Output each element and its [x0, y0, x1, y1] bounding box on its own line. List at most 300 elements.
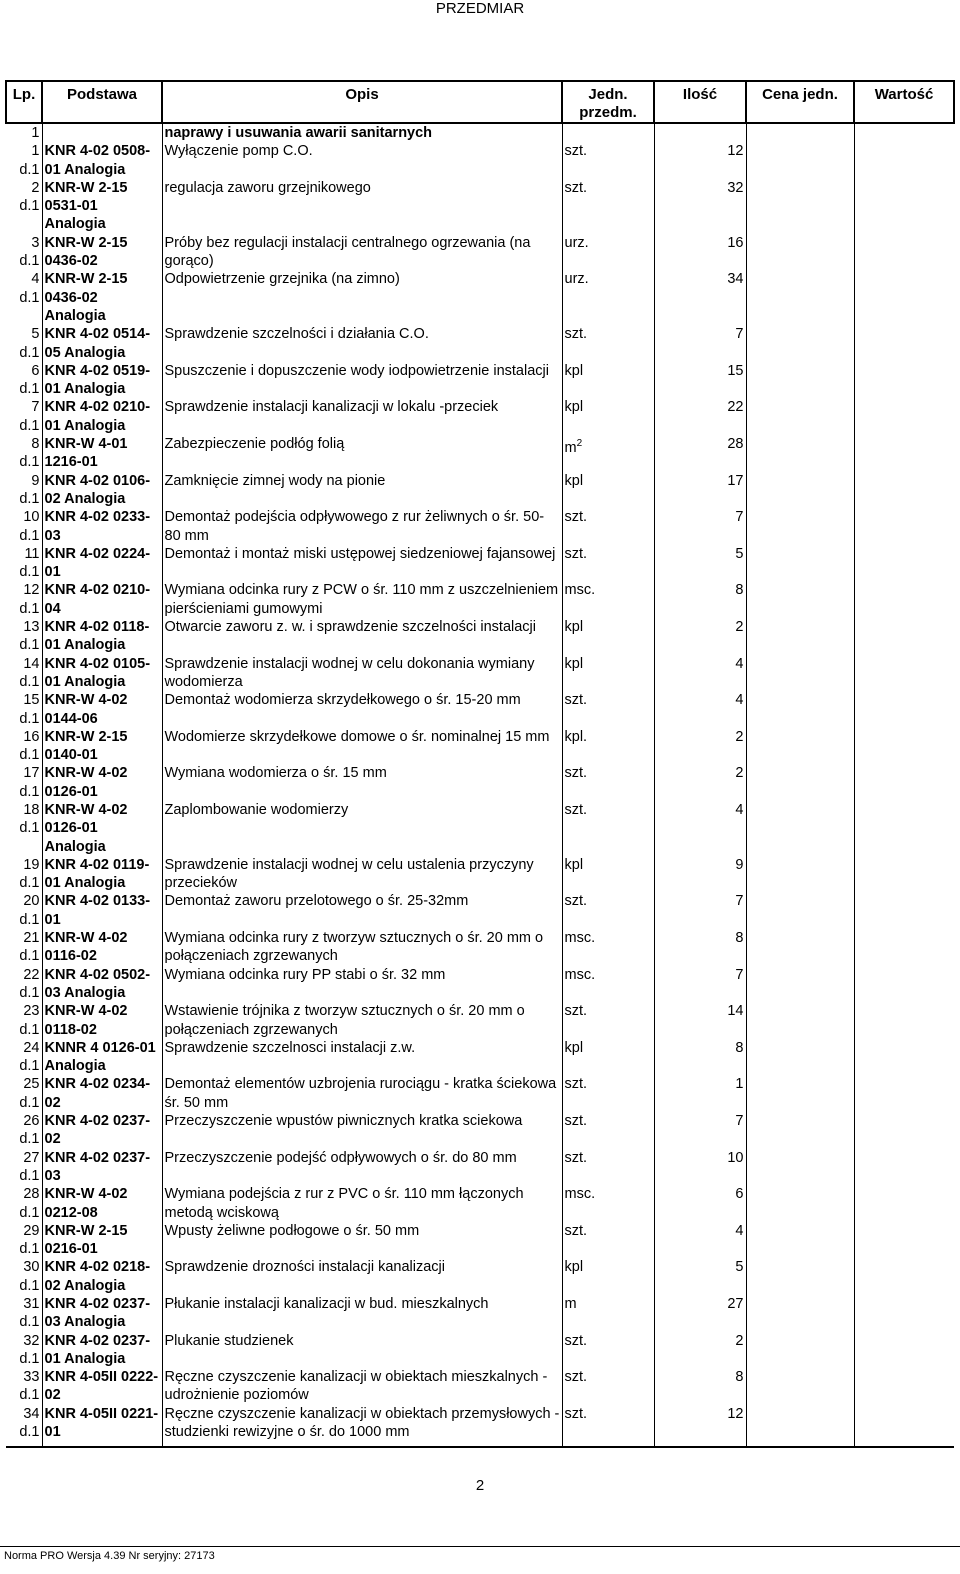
row-lp: [6, 362, 42, 399]
row-basis: KNR-W 4-02 0144-06: [42, 691, 162, 728]
row-description: regulacja zaworu grzejnikowego: [162, 179, 562, 234]
row-basis: KNR-W 4-02 0126-01: [42, 764, 162, 801]
row-basis: KNR-W 4-02 0118-02: [42, 1002, 162, 1039]
row-description: Przeczyszczenie wpustów piwnicznych kratka sciekowa: [162, 1112, 562, 1149]
row-basis: KNR-W 2-15 0436-02: [42, 234, 162, 271]
row-quantity: 5: [654, 545, 746, 582]
row-quantity: 6: [654, 1185, 746, 1222]
row-unit-price: [746, 1332, 854, 1369]
row-value: [854, 618, 954, 655]
row-lp: [6, 655, 42, 692]
table-row: [6, 1295, 954, 1332]
row-quantity: 7: [654, 325, 746, 362]
row-unit: [562, 618, 654, 655]
row-quantity: 27: [654, 1295, 746, 1332]
row-quantity: 15: [654, 362, 746, 399]
row-unit: [562, 801, 654, 856]
row-unit: [562, 929, 654, 966]
row-basis: KNR 4-02 0233-03: [42, 508, 162, 545]
row-unit-text: szt.: [564, 1113, 588, 1130]
row-lp: [6, 1185, 42, 1222]
row-unit-text: msc.: [564, 582, 596, 599]
row-quantity: 17: [654, 472, 746, 509]
row-basis: KNR-W 2-15 0216-01: [42, 1222, 162, 1259]
table-row: [6, 1222, 954, 1259]
row-description: Demontaż i montaż miski ustępowej siedzeniowej fajansowej: [162, 545, 562, 582]
row-number: 24: [23, 1039, 40, 1056]
row-unit-price: [746, 1368, 854, 1405]
row-sub-number: d.1: [19, 1387, 40, 1404]
row-unit-text: kpl: [564, 362, 584, 379]
row-unit-price: [746, 1258, 854, 1295]
row-sub-number: d.1: [19, 783, 40, 800]
row-value: [854, 655, 954, 692]
row-unit: [562, 142, 654, 179]
row-unit-text: m: [564, 1296, 577, 1312]
section-title: naprawy i usuwania awarii sanitarnych: [162, 123, 562, 142]
header-podstawa: Podstawa: [42, 81, 162, 123]
row-unit: [562, 1112, 654, 1149]
row-value: [854, 966, 954, 1003]
row-unit-text: szt.: [564, 692, 588, 709]
row-lp: [6, 1002, 42, 1039]
row-sub-number: d.1: [19, 198, 40, 215]
row-value: [854, 508, 954, 545]
row-unit-price: [746, 728, 854, 765]
row-unit: [562, 691, 654, 728]
row-unit-price: [746, 764, 854, 801]
row-lp: [6, 1405, 42, 1448]
row-description: Przeczyszczenie podejść odpływowych o śr. do 80 mm: [162, 1149, 562, 1186]
footer-divider: [0, 1546, 960, 1547]
row-number: 10: [23, 509, 40, 526]
row-number: 8: [31, 436, 40, 453]
row-basis: KNR 4-02 0237-02: [42, 1112, 162, 1149]
row-value: [854, 545, 954, 582]
table-row: [6, 892, 954, 929]
row-unit-price: [746, 892, 854, 929]
row-unit: [562, 508, 654, 545]
row-unit-text: szt.: [564, 1222, 588, 1239]
row-sub-number: d.1: [19, 527, 40, 544]
row-basis: KNR 4-02 0234-02: [42, 1075, 162, 1112]
row-basis: KNR 4-02 0514-05 Analogia: [42, 325, 162, 362]
row-unit: [562, 435, 654, 472]
section-row: [6, 123, 954, 142]
row-basis: KNR 4-02 0210-01 Analogia: [42, 398, 162, 435]
row-unit-price: [746, 618, 854, 655]
table-row: [6, 1149, 954, 1186]
document-title: PRZEDMIAR: [435, 0, 525, 17]
row-unit-price: [746, 1295, 854, 1332]
table-row: [6, 179, 954, 234]
row-unit-text: szt.: [564, 893, 588, 910]
row-sub-number: d.1: [19, 911, 40, 928]
row-unit: [562, 581, 654, 618]
row-unit: [562, 270, 654, 325]
row-unit-text: msc.: [564, 966, 596, 983]
table-row: [6, 508, 954, 545]
cost-estimate-table: [5, 80, 955, 1448]
row-basis: KNR 4-02 0508-01 Analogia: [42, 142, 162, 179]
header-jedn: Jedn. przedm.: [562, 81, 654, 123]
row-value: [854, 1332, 954, 1369]
row-quantity: 16: [654, 234, 746, 271]
row-sub-number: d.1: [19, 984, 40, 1001]
row-sub-number: d.1: [19, 600, 40, 617]
header-wartosc: Wartość: [854, 81, 954, 123]
row-description: Płukanie instalacji kanalizacji w bud. mieszkalnych: [162, 1295, 562, 1332]
table-row: [6, 801, 954, 856]
row-basis: KNR 4-02 0237-03: [42, 1149, 162, 1186]
row-unit-text: kpl: [564, 472, 584, 489]
table-row: [6, 691, 954, 728]
row-number: 11: [24, 545, 40, 562]
row-unit-price: [746, 508, 854, 545]
row-unit: [562, 966, 654, 1003]
row-value: [854, 1112, 954, 1149]
row-unit-price: [746, 142, 854, 179]
row-basis: KNR 4-02 0119-01 Analogia: [42, 856, 162, 893]
row-basis: KNR 4-02 0519-01 Analogia: [42, 362, 162, 399]
row-number: 5: [31, 326, 40, 343]
row-unit: [562, 1075, 654, 1112]
row-unit: [562, 545, 654, 582]
row-unit-price: [746, 325, 854, 362]
row-basis: KNNR 4 0126-01 Analogia: [42, 1039, 162, 1076]
row-unit-text: urz.: [564, 271, 589, 288]
table-row: [6, 856, 954, 893]
row-unit-price: [746, 655, 854, 692]
row-sub-number: d.1: [19, 1167, 40, 1184]
row-description: Wstawienie trójnika z tworzyw sztucznych o śr. 20 mm o połączeniach zgrzewanych: [162, 1002, 562, 1039]
row-value: [854, 691, 954, 728]
row-unit-price: [746, 179, 854, 234]
row-unit: [562, 1405, 654, 1448]
row-basis: KNR 4-05II 0222-02: [42, 1368, 162, 1405]
table-row: [6, 966, 954, 1003]
row-unit-price: [746, 929, 854, 966]
row-lp: [6, 472, 42, 509]
row-number: 32: [23, 1332, 40, 1349]
row-value: [854, 801, 954, 856]
row-unit-text: szt.: [564, 1003, 588, 1020]
row-value: [854, 1295, 954, 1332]
row-lp: [6, 1332, 42, 1369]
row-number: 34: [23, 1405, 40, 1422]
row-sub-number: d.1: [19, 1021, 40, 1038]
row-lp: [6, 142, 42, 179]
row-description: Demontaż zaworu przelotowego o śr. 25-32mm: [162, 892, 562, 929]
row-unit-text: szt.: [564, 1332, 588, 1349]
row-unit: [562, 1149, 654, 1186]
row-unit: [562, 856, 654, 893]
row-unit-text: szt.: [564, 801, 588, 818]
row-quantity: 4: [654, 691, 746, 728]
row-unit-price: [746, 581, 854, 618]
row-description: Sprawdzenie szczelnosci instalacji z.w.: [162, 1039, 562, 1076]
row-lp: [6, 1039, 42, 1076]
row-unit: [562, 764, 654, 801]
table-row: [6, 1368, 954, 1405]
row-basis: KNR 4-02 0118-01 Analogia: [42, 618, 162, 655]
row-value: [854, 325, 954, 362]
row-unit: [562, 1368, 654, 1405]
row-quantity: 32: [654, 179, 746, 234]
row-unit: [562, 728, 654, 765]
row-unit-price: [746, 1039, 854, 1076]
table-row: [6, 142, 954, 179]
row-sub-number: d.1: [19, 417, 40, 434]
row-number: 29: [23, 1222, 40, 1239]
row-number: 1: [31, 143, 40, 160]
row-unit-price: [746, 856, 854, 893]
row-sub-number: d.1: [19, 1204, 40, 1221]
row-description: Sprawdzenie instalacji kanalizacji w lokalu -przeciek: [162, 398, 562, 435]
row-sub-number: d.1: [19, 564, 40, 581]
row-quantity: 2: [654, 1332, 746, 1369]
header-opis: Opis: [162, 81, 562, 123]
row-value: [854, 1149, 954, 1186]
row-value: [854, 472, 954, 509]
page-number: 2: [475, 1477, 485, 1494]
row-unit: [562, 1002, 654, 1039]
row-quantity: 2: [654, 764, 746, 801]
row-unit-text: szt.: [564, 545, 588, 562]
row-lp: [6, 1149, 42, 1186]
row-unit: [562, 655, 654, 692]
row-unit: [562, 1185, 654, 1222]
row-basis: KNR 4-02 0105-01 Analogia: [42, 655, 162, 692]
row-quantity: 34: [654, 270, 746, 325]
table-row: [6, 1075, 954, 1112]
table-row: [6, 1258, 954, 1295]
row-description: Sprawdzenie drozności instalacji kanalizacji: [162, 1258, 562, 1295]
row-unit-price: [746, 1185, 854, 1222]
row-unit-price: [746, 472, 854, 509]
row-description: Sprawdzenie szczelności i działania C.O.: [162, 325, 562, 362]
row-unit-text: kpl: [564, 1039, 584, 1056]
row-basis: KNR-W 4-02 0212-08: [42, 1185, 162, 1222]
row-value: [854, 728, 954, 765]
row-number: 16: [23, 728, 40, 745]
row-lp: [6, 270, 42, 325]
row-description: Wodomierze skrzydełkowe domowe o śr. nominalnej 15 mm: [162, 728, 562, 765]
row-unit: [562, 1222, 654, 1259]
row-value: [854, 179, 954, 234]
row-value: [854, 435, 954, 472]
row-unit: [562, 362, 654, 399]
row-unit-price: [746, 398, 854, 435]
table-row: [6, 618, 954, 655]
row-description: Plukanie studzienek: [162, 1332, 562, 1369]
row-quantity: 14: [654, 1002, 746, 1039]
row-lp: [6, 1075, 42, 1112]
row-basis: KNR 4-02 0224-01: [42, 545, 162, 582]
row-sub-number: d.1: [19, 161, 40, 178]
row-lp: [6, 1295, 42, 1332]
row-unit-text: kpl: [564, 655, 584, 672]
row-value: [854, 1002, 954, 1039]
row-sub-number: d.1: [19, 1314, 40, 1331]
row-number: 31: [23, 1296, 40, 1312]
row-lp: [6, 728, 42, 765]
row-number: 27: [23, 1149, 40, 1166]
row-lp: [6, 691, 42, 728]
row-basis: KNR 4-02 0502-03 Analogia: [42, 966, 162, 1003]
row-unit-text: szt.: [564, 1076, 588, 1093]
table-header-row: [6, 81, 954, 123]
row-quantity: 7: [654, 508, 746, 545]
table-row: [6, 472, 954, 509]
row-number: 19: [23, 856, 40, 873]
row-description: Sprawdzenie instalacji wodnej w celu ustalenia przyczyny przecieków: [162, 856, 562, 893]
row-basis: KNR 4-02 0210-04: [42, 581, 162, 618]
row-basis: KNR 4-02 0237-03 Analogia: [42, 1295, 162, 1332]
row-lp: [6, 618, 42, 655]
row-description: Zamknięcie zimnej wody na pionie: [162, 472, 562, 509]
row-lp: [6, 234, 42, 271]
row-sub-number: d.1: [19, 1424, 40, 1441]
row-number: 15: [23, 692, 40, 709]
row-quantity: 5: [654, 1258, 746, 1295]
table-row: [6, 764, 954, 801]
row-sub-number: d.1: [19, 637, 40, 654]
row-unit: [562, 472, 654, 509]
row-lp: [6, 508, 42, 545]
row-sub-number: d.1: [19, 1058, 40, 1075]
row-unit: [562, 1295, 654, 1332]
row-unit-price: [746, 691, 854, 728]
row-unit-price: [746, 1075, 854, 1112]
table-row: [6, 728, 954, 765]
row-quantity: 7: [654, 892, 746, 929]
row-number: 33: [23, 1369, 40, 1386]
row-basis: KNR 4-02 0106-02 Analogia: [42, 472, 162, 509]
row-quantity: 8: [654, 1039, 746, 1076]
row-sub-number: d.1: [19, 344, 40, 361]
table-row: [6, 1185, 954, 1222]
row-lp: [6, 581, 42, 618]
row-description: Demontaż podejścia odpływowego z rur żeliwnych o śr. 50-80 mm: [162, 508, 562, 545]
row-unit-price: [746, 362, 854, 399]
row-value: [854, 1075, 954, 1112]
row-unit: [562, 1039, 654, 1076]
table-row: [6, 325, 954, 362]
row-sub-number: d.1: [19, 289, 40, 306]
row-value: [854, 1222, 954, 1259]
row-unit: [562, 1258, 654, 1295]
row-number: 2: [31, 179, 40, 196]
row-lp: [6, 1258, 42, 1295]
table-row: [6, 545, 954, 582]
row-unit-text: szt.: [564, 509, 588, 526]
row-basis: KNR 4-02 0133-01: [42, 892, 162, 929]
row-sub-number: d.1: [19, 454, 40, 471]
table-row: [6, 1002, 954, 1039]
row-number: 18: [23, 801, 40, 818]
row-description: Wymiana odcinka rury z tworzyw sztucznych o śr. 20 mm o połączeniach zgrzewanych: [162, 929, 562, 966]
row-quantity: 28: [654, 435, 746, 472]
row-unit: [562, 398, 654, 435]
row-value: [854, 270, 954, 325]
row-basis: KNR-W 4-02 0116-02: [42, 929, 162, 966]
row-unit-price: [746, 1149, 854, 1186]
row-quantity: 12: [654, 1405, 746, 1448]
table-row: [6, 929, 954, 966]
row-quantity: 8: [654, 1368, 746, 1405]
table-row: [6, 398, 954, 435]
row-sub-number: d.1: [19, 820, 40, 837]
row-quantity: 7: [654, 966, 746, 1003]
header-cena: Cena jedn.: [746, 81, 854, 123]
row-sub-number: d.1: [19, 875, 40, 892]
row-unit: [562, 892, 654, 929]
row-number: 3: [31, 234, 40, 251]
row-unit: [562, 234, 654, 271]
row-unit: [562, 179, 654, 234]
row-description: Demontaż elementów uzbrojenia rurociągu - kratka ściekowa śr. 50 mm: [162, 1075, 562, 1112]
row-unit-superscript: 2: [576, 438, 583, 450]
row-unit-text: m: [564, 439, 577, 456]
row-basis: KNR-W 4-02 0126-01 Analogia: [42, 801, 162, 856]
row-unit-text: kpl: [564, 1259, 584, 1276]
row-sub-number: d.1: [19, 747, 40, 764]
row-unit-text: szt.: [564, 326, 588, 343]
row-lp: [6, 1368, 42, 1405]
row-value: [854, 929, 954, 966]
row-sub-number: d.1: [19, 1131, 40, 1148]
row-sub-number: d.1: [19, 490, 40, 507]
header-lp: Lp.: [6, 81, 42, 123]
row-unit-text: kpl.: [564, 728, 588, 745]
row-basis: KNR-W 2-15 0436-02 Analogia: [42, 270, 162, 325]
row-description: Ręczne czyszczenie kanalizacji w obiektach przemysłowych - studzienki rewizyjne o śr. do 1000 mm: [162, 1405, 562, 1448]
row-lp: [6, 801, 42, 856]
table-row: [6, 435, 954, 472]
row-sub-number: d.1: [19, 1241, 40, 1258]
table-row: [6, 1039, 954, 1076]
row-sub-number: d.1: [19, 253, 40, 270]
row-unit-price: [746, 435, 854, 472]
row-unit-text: kpl: [564, 856, 584, 873]
row-quantity: 2: [654, 728, 746, 765]
row-unit-text: szt.: [564, 1149, 588, 1166]
row-lp: [6, 856, 42, 893]
table-row: [6, 655, 954, 692]
row-number: 6: [31, 362, 40, 379]
row-sub-number: d.1: [19, 1350, 40, 1367]
row-quantity: 4: [654, 1222, 746, 1259]
row-unit-text: szt.: [564, 1405, 588, 1422]
row-lp: [6, 892, 42, 929]
row-value: [854, 362, 954, 399]
row-description: Ręczne czyszczenie kanalizacji w obiektach mieszkalnych - udrożnienie poziomów: [162, 1368, 562, 1405]
row-description: Zabezpieczenie podłóg folią: [162, 435, 562, 472]
row-description: Sprawdzenie instalacji wodnej w celu dokonania wymiany wodomierza: [162, 655, 562, 692]
row-value: [854, 581, 954, 618]
row-unit-text: msc.: [564, 1186, 596, 1203]
row-lp: [6, 435, 42, 472]
row-basis: KNR 4-05II 0221-01: [42, 1405, 162, 1448]
row-description: Zaplombowanie wodomierzy: [162, 801, 562, 856]
row-quantity: 2: [654, 618, 746, 655]
row-lp: [6, 929, 42, 966]
row-unit-price: [746, 545, 854, 582]
row-number: 12: [23, 582, 40, 599]
row-sub-number: d.1: [19, 381, 40, 398]
row-lp: [6, 545, 42, 582]
